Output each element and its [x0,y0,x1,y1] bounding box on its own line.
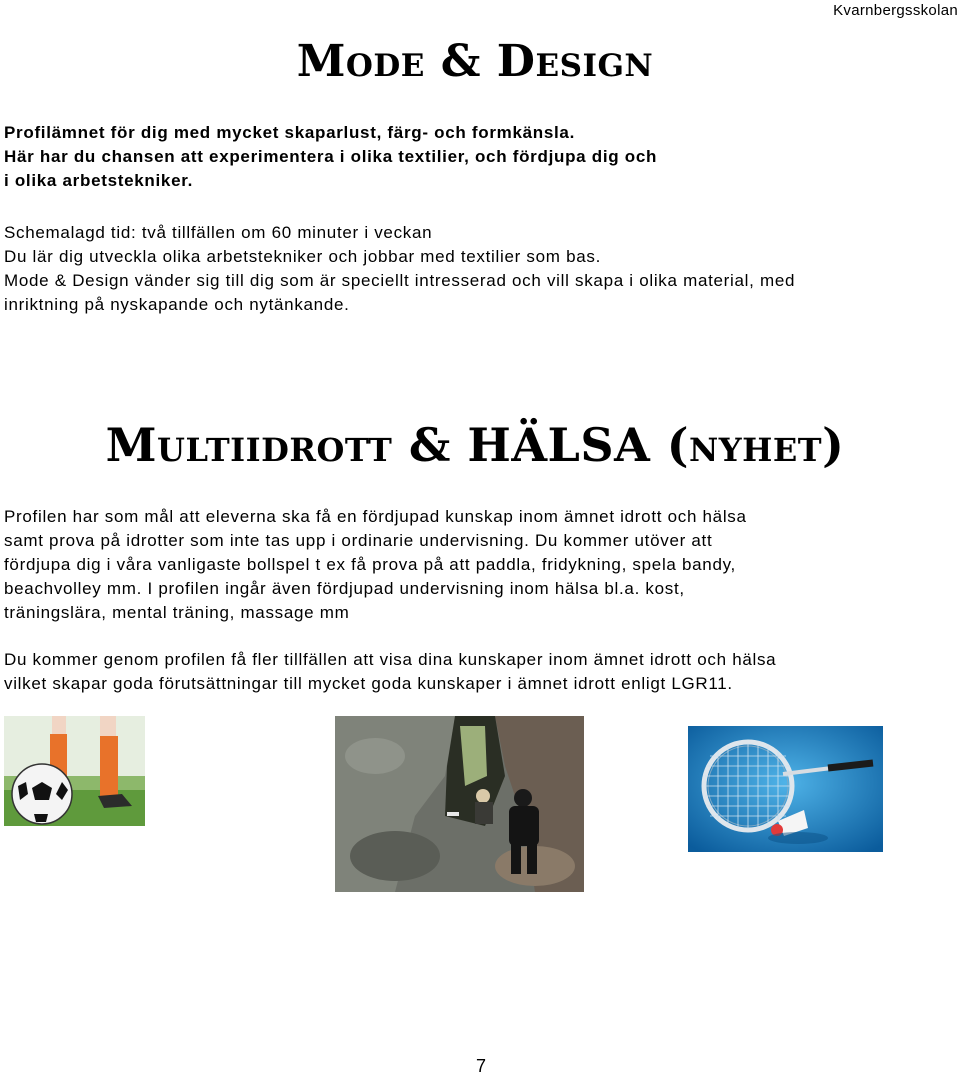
body-line: samt prova på idrotter som inte tas upp i ordinarie undervisning. Du kommer utöver att [4,531,713,550]
soccer-photo [4,716,145,826]
multiidrott-closing [4,648,954,696]
intro-line: i olika arbetstekniker. [4,171,194,190]
school-name: Kvarnbergsskolan [833,2,958,19]
multiidrott-body [4,505,954,625]
cave-photo [335,716,584,892]
intro-line: Här har du chansen att experimentera i olika textilier, och fördjupa dig och [4,147,658,166]
badminton-photo [688,726,883,852]
page-number: 7 [475,1056,486,1076]
closing-line: vilket skapar goda förutsättningar till mycket goda kunskaper i ämnet idrott enligt LGR11. [4,674,733,693]
body-line: fördjupa dig i våra vanligaste bollspel t ex få prova på att paddla, fridykning, spela bandy, [4,555,736,574]
body-line: inriktning på nyskapande och nytänkande. [4,295,350,314]
body-line: Du lär dig utveckla olika arbetstekniker och jobbar med textilier som bas. [4,247,601,266]
body-line: Profilen har som mål att eleverna ska få en fördjupad kunskap inom ämnet idrott och hälsa [4,507,747,526]
intro-line: Profilämnet för dig med mycket skaparlust, färg- och formkänsla. [4,123,575,142]
body-line: träningslära, mental träning, massage mm [4,603,350,622]
body-line: beachvolley mm. I profilen ingår även fördjupad undervisning inom hälsa bl.a. kost, [4,579,685,598]
closing-line: Du kommer genom profilen få fler tillfällen att visa dina kunskaper inom ämnet idrott och hälsa [4,650,777,669]
mode-design-body [4,221,954,317]
mode-design-intro [4,121,954,193]
multiidrott-title: Multiidrott & HÄLSA (nyhet) [105,418,845,472]
body-line: Schemalagd tid: två tillfällen om 60 minuter i veckan [4,223,433,242]
mode-design-title: Mode & Design [296,36,654,87]
body-line: Mode & Design vänder sig till dig som är speciellt intresserad och vill skapa i olika material, med [4,271,796,290]
